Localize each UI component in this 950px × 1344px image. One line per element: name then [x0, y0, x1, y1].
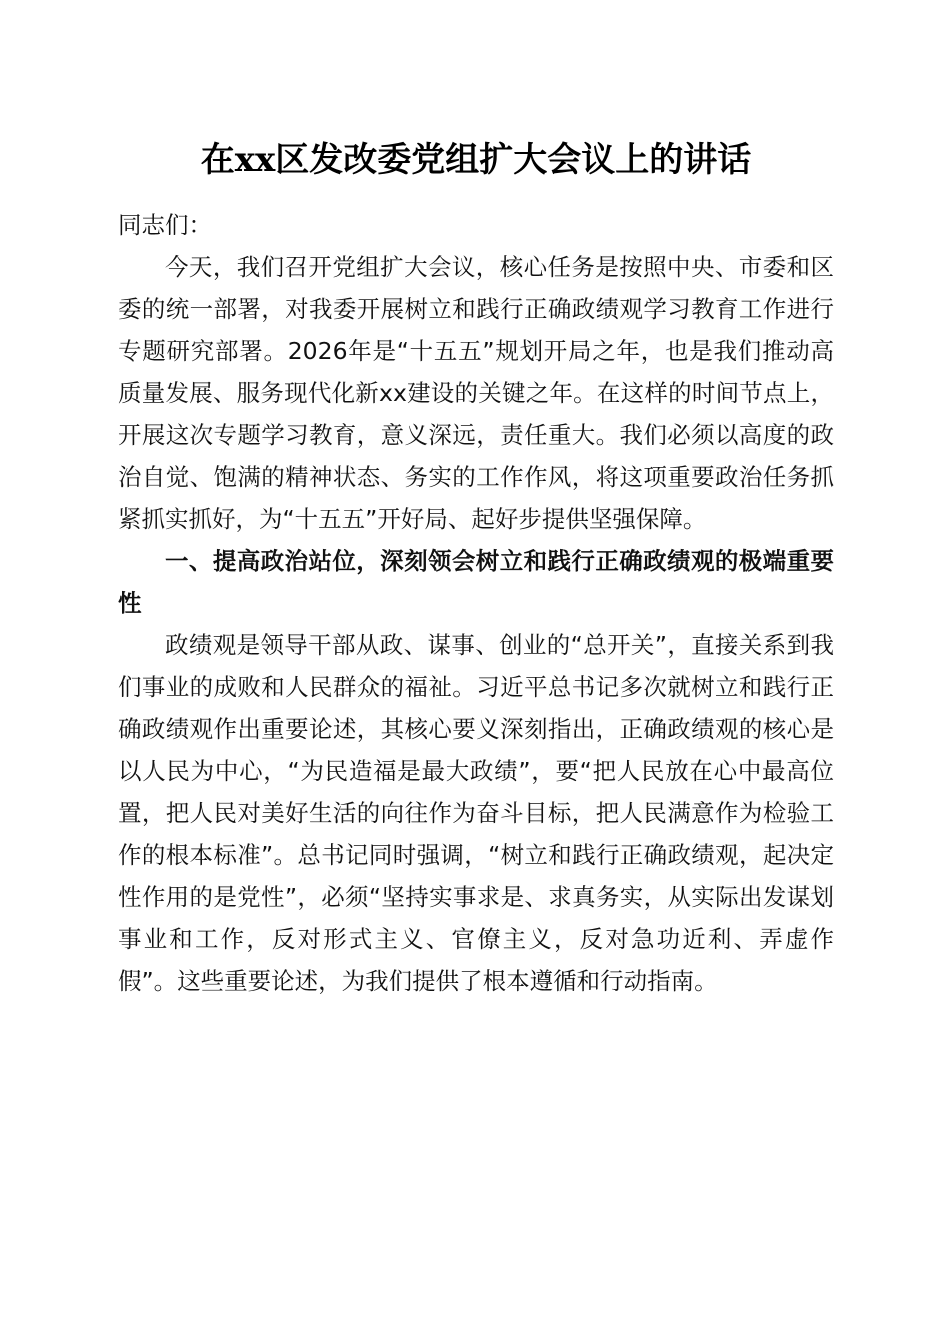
intro-paragraph: 今天，我们召开党组扩大会议，核心任务是按照中央、市委和区委的统一部署，对我委开展树立和践行正确政绩观学习教育工作进行专题研究部署。2026年是“十五五”规划开局之年，也是我们推动高质量发展、服务现代化新xx建设的关键之年。在这样的时间节点上，开展这次专题学习教育，意义深远，责任重大。我们必须以高度的政治自觉、饱满的精神状态、务实的工作作风，将这项重要政治任务抓紧抓实抓好，为“十五五”开好局、起好步提供坚强保障。: [118, 253, 834, 533]
section-paragraph: 政绩观是领导干部从政、谋事、创业的“总开关”，直接关系到我们事业的成败和人民群众的福祉。习近平总书记多次就树立和践行正确政绩观作出重要论述，其核心要义深刻指出，正确政绩观的核心是以人民为中心，“为民造福是最大政绩”，要“把人民放在心中最高位置，把人民对美好生活的向往作为奋斗目标，把人民满意作为检验工作的根本标准”。总书记同时强调，“树立和践行正确政绩观，起决定性作用的是党性”，必须“坚持实事求是、求真务实，从实际出发谋划事业和工作，反对形式主义、官僚主义，反对急功近利、弄虚作假”。这些重要论述，为我们提供了根本遵循和行动指南。: [118, 631, 834, 995]
section-heading: 一、提高政治站位，深刻领会树立和践行正确政绩观的极端重要性: [118, 547, 834, 617]
document-body: [118, 204, 834, 1002]
document-title: 在xx区发改委党组扩大会议上的讲话: [200, 140, 752, 180]
salutation: 同志们：: [118, 211, 212, 239]
